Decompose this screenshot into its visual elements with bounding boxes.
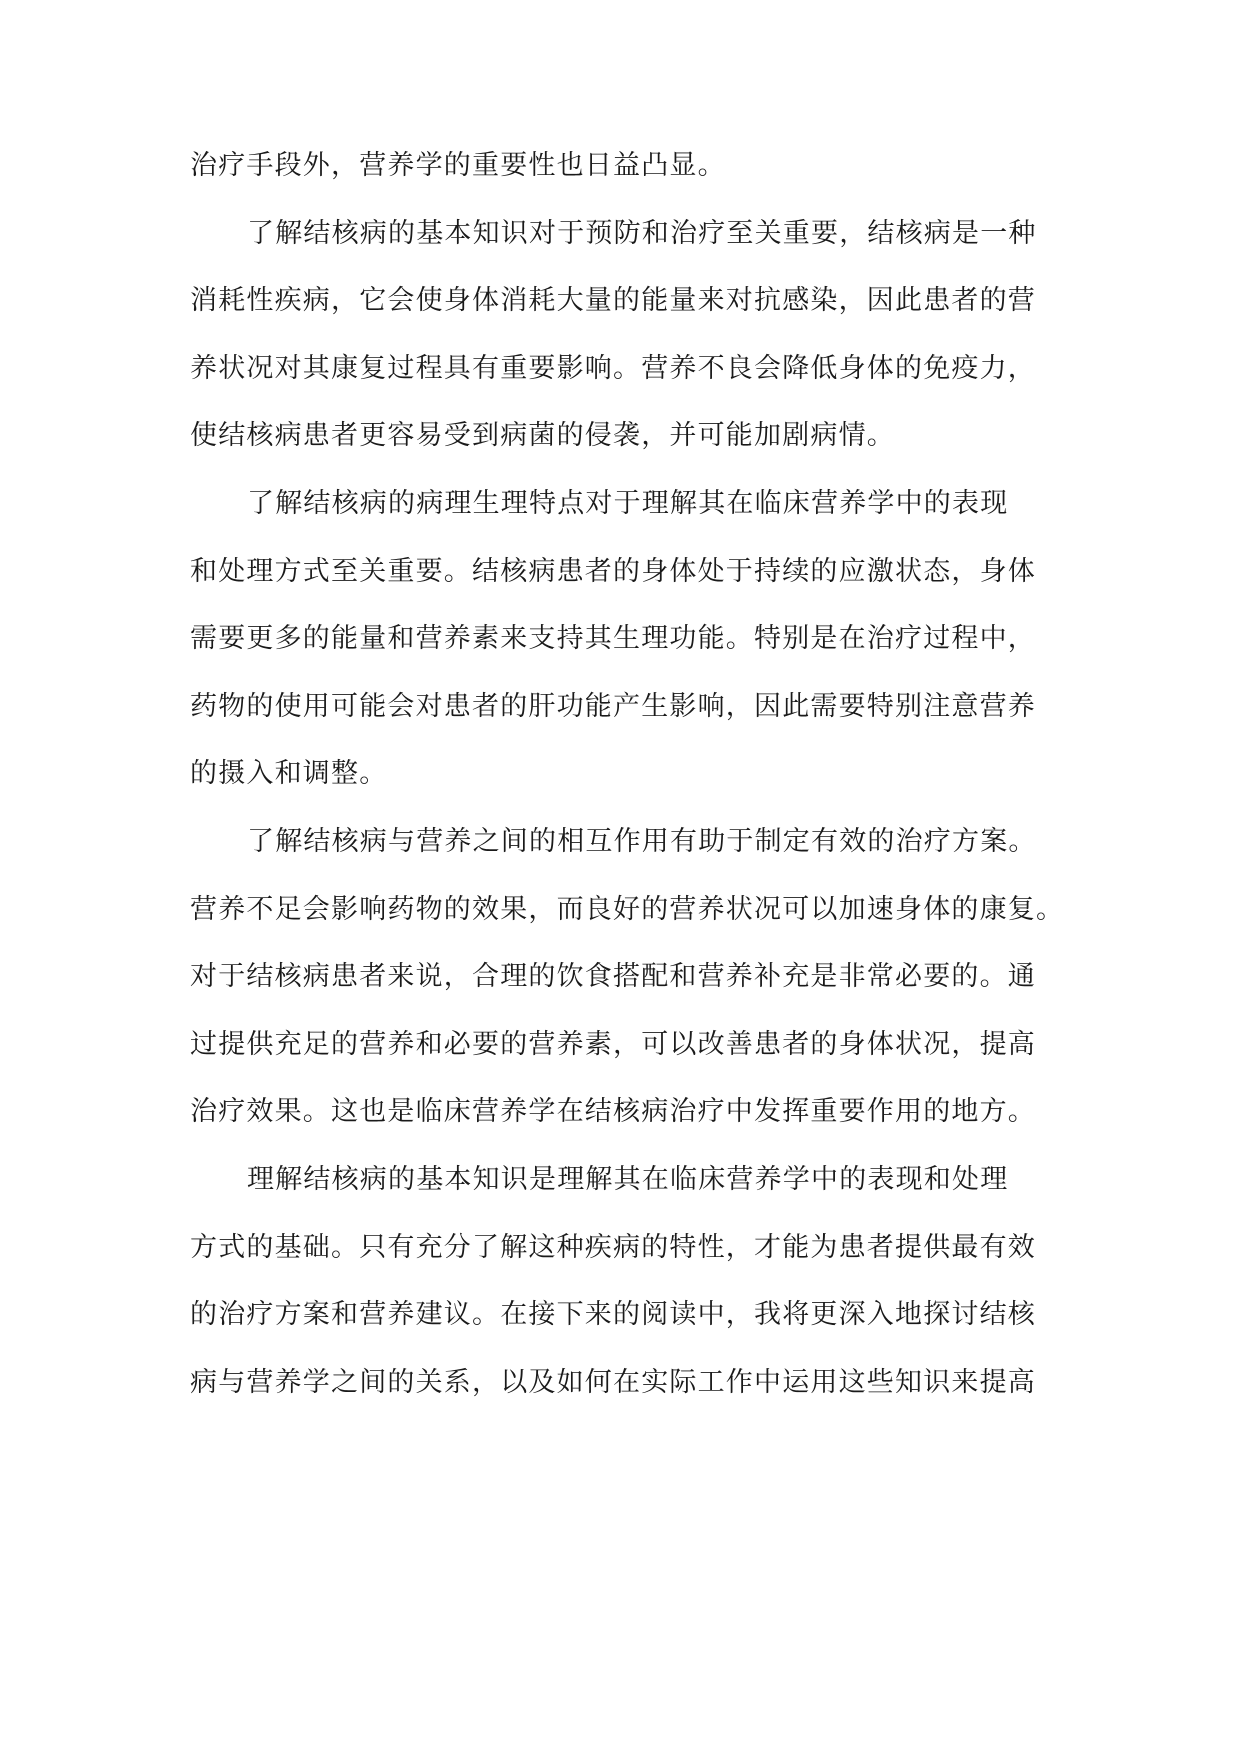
paragraph-3 [190,484,1070,822]
paragraph-5 [190,1160,1070,1430]
text-line: 理解结核病的基本知识是理解其在临床营养学中的表现和处理 [247,1163,1009,1195]
text-line: 了解结核病的病理生理特点对于理解其在临床营养学中的表现 [247,487,1009,519]
text-line: 和处理方式至关重要。结核病患者的身体处于持续的应激状态，身体 [190,555,1036,587]
text-line: 了解结核病与营养之间的相互作用有助于制定有效的治疗方案。 [247,825,1037,857]
text-line: 过提供充足的营养和必要的营养素，可以改善患者的身体状况，提高 [190,1028,1036,1060]
text-line: 需要更多的能量和营养素来支持其生理功能。特别是在治疗过程中， [190,623,1036,655]
text-line: 方式的基础。只有充分了解这种疾病的特性，才能为患者提供最有效 [190,1231,1036,1263]
paragraph-1 [190,146,1070,214]
body-text [190,146,1070,1430]
paragraph-4 [190,822,1070,1160]
text-line: 营养不足会影响药物的效果，而良好的营养状况可以加速身体的康复。 [190,893,1065,925]
text-line: 的治疗方案和营养建议。在接下来的阅读中，我将更深入地探讨结核 [190,1299,1036,1331]
paragraph-2 [190,214,1070,484]
text-line: 养状况对其康复过程具有重要影响。营养不良会降低身体的免疫力， [190,352,1036,384]
text-line: 治疗效果。这也是临床营养学在结核病治疗中发挥重要作用的地方。 [190,1096,1036,1128]
text-line: 药物的使用可能会对患者的肝功能产生影响，因此需要特别注意营养 [190,690,1036,722]
text-line: 对于结核病患者来说，合理的饮食搭配和营养补充是非常必要的。通 [190,961,1036,993]
text-line: 使结核病患者更容易受到病菌的侵袭，并可能加剧病情。 [190,420,895,452]
text-line: 消耗性疾病，它会使身体消耗大量的能量来对抗感染，因此患者的营 [190,285,1036,317]
text-line: 的摄入和调整。 [190,758,388,790]
text-line: 治疗手段外，营养学的重要性也日益凸显。 [190,150,726,181]
text-line: 了解结核病的基本知识对于预防和治疗至关重要，结核病是一种 [247,217,1037,249]
text-line: 病与营养学之间的关系，以及如何在实际工作中运用这些知识来提高 [190,1366,1036,1398]
